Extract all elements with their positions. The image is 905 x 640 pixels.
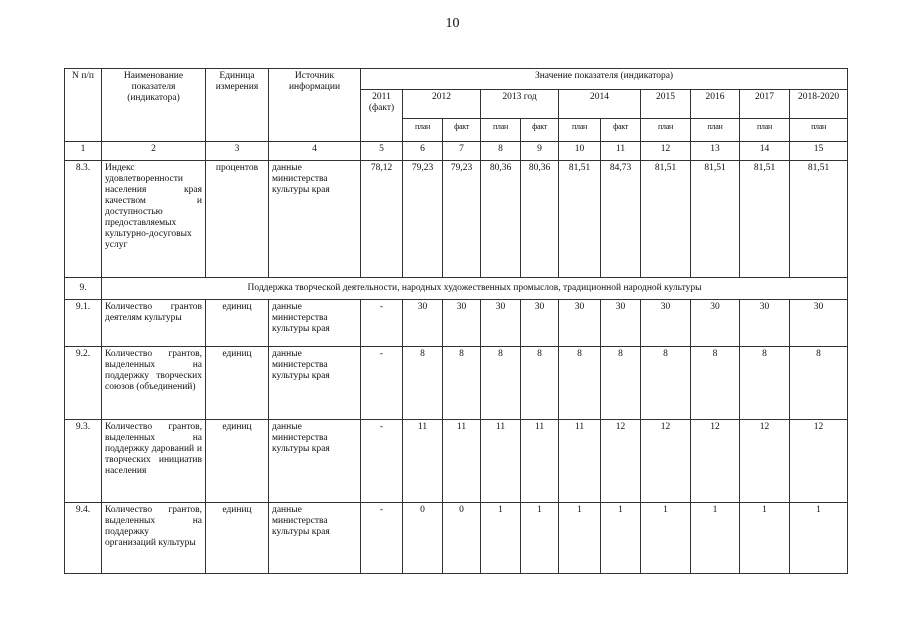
column-number: 12 [641, 142, 691, 161]
header-year-2013: 2013 год [481, 90, 559, 119]
row-value: 30 [740, 300, 790, 347]
column-number: 9 [521, 142, 559, 161]
table-row [65, 347, 848, 420]
header-sub-plan: план [403, 119, 443, 142]
row-value: 30 [521, 300, 559, 347]
row-value: 1 [790, 503, 848, 574]
header-source: Источник информации [269, 69, 361, 142]
header-sub-fact: факт [601, 119, 641, 142]
row-value: 81,51 [740, 161, 790, 278]
header-sub-plan: план [740, 119, 790, 142]
row-value: 11 [481, 420, 521, 503]
header-sub-plan: план [641, 119, 691, 142]
row-name: Количество грантов, выделенных на поддержку дарований и творческих инициатив населения [102, 420, 206, 503]
row-value: 12 [790, 420, 848, 503]
row-value: 8 [521, 347, 559, 420]
row-value: 81,51 [559, 161, 601, 278]
row-value: 0 [443, 503, 481, 574]
row-value: 30 [790, 300, 848, 347]
row-value: 8 [559, 347, 601, 420]
page-number: 10 [445, 16, 460, 31]
row-number: 9.2. [65, 347, 102, 420]
row-value: 1 [521, 503, 559, 574]
row-number: 9.1. [65, 300, 102, 347]
table-row [65, 300, 848, 347]
column-number: 10 [559, 142, 601, 161]
row-value: 11 [559, 420, 601, 503]
row-name: Количество грантов, выделенных на поддержку творческих союзов (объединений) [102, 347, 206, 420]
row-value: 30 [641, 300, 691, 347]
row-value: 8 [790, 347, 848, 420]
row-value: 8 [443, 347, 481, 420]
row-value: 1 [481, 503, 521, 574]
row-name: Количество грантов деятелям культуры [102, 300, 206, 347]
row-number: 9.4. [65, 503, 102, 574]
column-number: 4 [269, 142, 361, 161]
row-value: 78,12 [361, 161, 403, 278]
header-sub-fact: факт [443, 119, 481, 142]
row-unit: единиц [206, 300, 269, 347]
column-number: 11 [601, 142, 641, 161]
row-unit: единиц [206, 420, 269, 503]
column-number: 6 [403, 142, 443, 161]
header-year-2011: 2011 (факт) [361, 90, 403, 142]
row-value: 80,36 [481, 161, 521, 278]
row-value: 8 [641, 347, 691, 420]
header-year-2018-2020: 2018-2020 [790, 90, 848, 119]
table-row [65, 420, 848, 503]
row-value: 1 [601, 503, 641, 574]
header-year-2014: 2014 [559, 90, 641, 119]
row-unit: единиц [206, 503, 269, 574]
column-number: 8 [481, 142, 521, 161]
row-value: 30 [559, 300, 601, 347]
row-value: 81,51 [790, 161, 848, 278]
header-year-2012: 2012 [403, 90, 481, 119]
row-number: 8.3. [65, 161, 102, 278]
row-name: Количество грантов, выделенных на поддержку организаций культуры [102, 503, 206, 574]
row-value: 11 [521, 420, 559, 503]
row-value: 81,51 [641, 161, 691, 278]
table-row [65, 503, 848, 574]
row-value: 80,36 [521, 161, 559, 278]
row-value: 30 [601, 300, 641, 347]
header-sub-plan: план [559, 119, 601, 142]
row-number: 9.3. [65, 420, 102, 503]
header-values: Значение показателя (индикатора) [361, 69, 848, 90]
row-value: 84,73 [601, 161, 641, 278]
row-source: данные министерства культуры края [269, 161, 361, 278]
column-number: 1 [65, 142, 102, 161]
header-sub-plan: план [691, 119, 740, 142]
header-sub-plan: план [481, 119, 521, 142]
row-source: данные министерства культуры края [269, 503, 361, 574]
section-row [65, 278, 848, 300]
row-value: 1 [740, 503, 790, 574]
section-number: 9. [65, 278, 102, 300]
row-value: 79,23 [443, 161, 481, 278]
row-unit: единиц [206, 347, 269, 420]
row-source: данные министерства культуры края [269, 420, 361, 503]
row-value: 79,23 [403, 161, 443, 278]
row-unit: процентов [206, 161, 269, 278]
header-year-2017: 2017 [740, 90, 790, 119]
header-unit: Единица измерения [206, 69, 269, 142]
row-value: - [361, 420, 403, 503]
indicators-table [64, 68, 848, 574]
column-number: 14 [740, 142, 790, 161]
row-value: 30 [443, 300, 481, 347]
row-value: 0 [403, 503, 443, 574]
row-value: 12 [601, 420, 641, 503]
header-sub-fact: факт [521, 119, 559, 142]
row-value: 1 [559, 503, 601, 574]
row-source: данные министерства культуры края [269, 300, 361, 347]
row-value: 1 [641, 503, 691, 574]
section-title: Поддержка творческой деятельности, народных художественных промыслов, традиционной народной культуры [102, 278, 848, 300]
row-value: 30 [691, 300, 740, 347]
row-value: 30 [403, 300, 443, 347]
column-number: 3 [206, 142, 269, 161]
header-year-2015: 2015 [641, 90, 691, 119]
row-value: - [361, 300, 403, 347]
header-sub-plan: план [790, 119, 848, 142]
column-number: 15 [790, 142, 848, 161]
row-value: 12 [691, 420, 740, 503]
header-row [65, 69, 848, 90]
table-row [65, 161, 848, 278]
row-value: - [361, 347, 403, 420]
column-numbers-row [65, 142, 848, 161]
row-value: 81,51 [691, 161, 740, 278]
column-number: 5 [361, 142, 403, 161]
row-value: 8 [740, 347, 790, 420]
row-value: 11 [403, 420, 443, 503]
row-value: 1 [691, 503, 740, 574]
row-value: 12 [740, 420, 790, 503]
header-name: Наименование показателя (индикатора) [102, 69, 206, 142]
row-value: 8 [481, 347, 521, 420]
column-number: 2 [102, 142, 206, 161]
row-value: 8 [601, 347, 641, 420]
header-number: N п/п [65, 69, 102, 142]
row-value: 8 [691, 347, 740, 420]
row-value: 12 [641, 420, 691, 503]
row-value: 30 [481, 300, 521, 347]
column-number: 7 [443, 142, 481, 161]
column-number: 13 [691, 142, 740, 161]
row-value: 11 [443, 420, 481, 503]
row-value: - [361, 503, 403, 574]
row-value: 8 [403, 347, 443, 420]
row-name: Индекс удовлетворенности населения края качеством и доступностью предоставляемых культурно-досуговых услуг [102, 161, 206, 278]
header-year-2016: 2016 [691, 90, 740, 119]
row-source: данные министерства культуры края [269, 347, 361, 420]
